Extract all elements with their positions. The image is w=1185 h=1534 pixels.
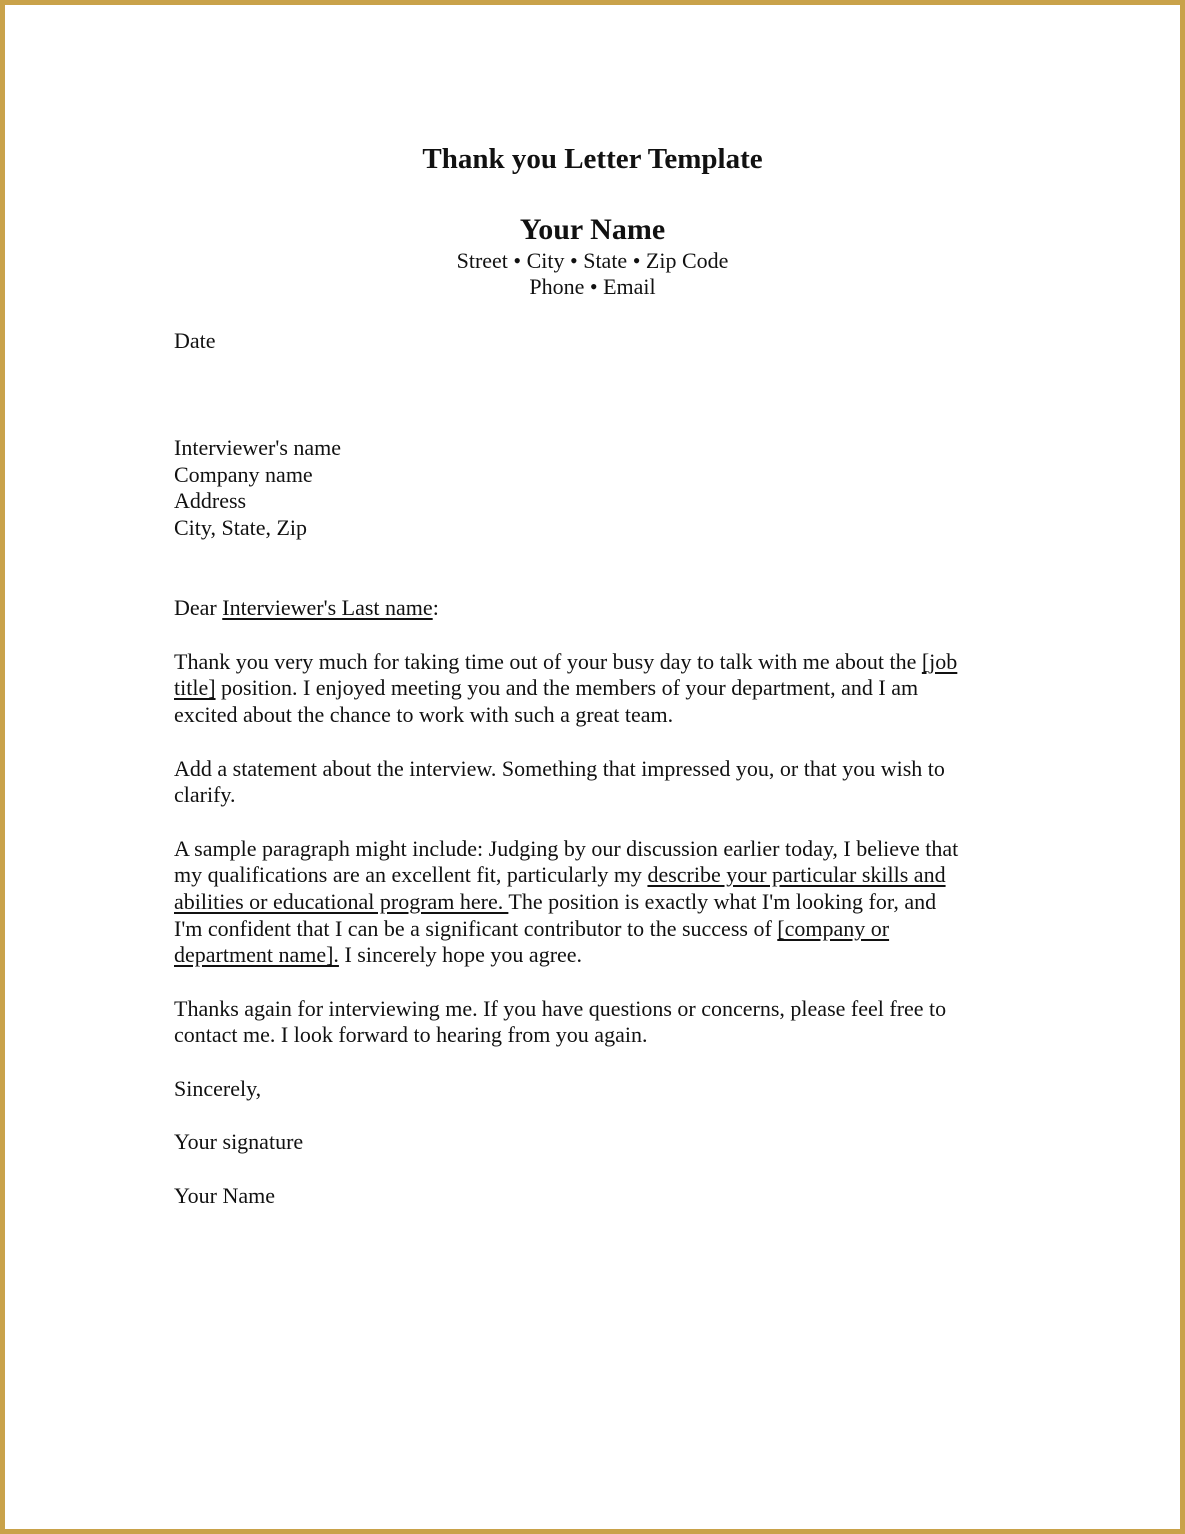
p1-placeholder-job-title-start: [job [921,649,958,674]
p3-text-4: I'm confident that I can be a significant contributor to the success of [174,916,778,941]
paragraph-2-line-2: clarify. [174,782,236,807]
salutation-suffix: : [432,595,439,620]
p1-text-2: position. I enjoyed meeting you and the members of your department, and I am [215,675,919,700]
signature: Your signature [174,1129,304,1154]
p3-placeholder-skills-end: abilities or educational program here. [174,889,509,914]
closing-name: Your Name [174,1183,276,1208]
p1-text-1: Thank you very much for taking time out of your busy day to talk with me about the [174,649,922,674]
salutation-name: Interviewer's Last name [222,595,433,620]
p3-placeholder-company-end: department name]. [174,942,339,967]
paragraph-1-line-2 [174,675,918,701]
letter-title: Thank you Letter Template [422,143,763,175]
recipient-city-state-zip: City, State, Zip [174,515,308,540]
paragraph-3-line-4 [174,916,889,942]
p3-text-2: my qualifications are an excellent fit, particularly my [174,862,648,887]
p3-placeholder-company-start: [company or [777,916,890,941]
salutation-prefix: Dear [174,595,223,620]
paragraph-3-line-2 [174,862,946,888]
sender-name: Your Name [519,213,666,246]
paragraph-1-line-3: excited about the chance to work with such a great team. [174,702,674,727]
paragraph-3-line-3 [174,889,936,915]
p3-text-3: The position is exactly what I'm looking for, and [508,889,937,914]
sender-address: Street • City • State • Zip Code [456,248,729,273]
paragraph-1-line-1 [174,649,957,675]
p1-placeholder-job-title-end: title] [174,675,216,700]
recipient-company: Company name [174,462,313,487]
paragraph-2-line-1: Add a statement about the interview. Something that impressed you, or that you wish to [174,756,945,781]
sender-contact: Phone • Email [529,274,656,299]
recipient-name: Interviewer's name [174,435,342,460]
paragraph-3-line-1: A sample paragraph might include: Judging by our discussion earlier today, I believe that [174,836,959,861]
paragraph-4-line-2: contact me. I look forward to hearing from you again. [174,1022,648,1047]
p3-text-5: I sincerely hope you agree. [338,942,583,967]
salutation [174,595,439,621]
paragraph-3-line-5 [174,942,582,968]
closing: Sincerely, [174,1076,262,1101]
p3-placeholder-skills-start: describe your particular skills and [647,862,946,887]
paragraph-4-line-1: Thanks again for interviewing me. If you have questions or concerns, please feel free to [174,996,947,1021]
recipient-address: Address [174,488,247,513]
letter-date: Date [174,328,216,353]
